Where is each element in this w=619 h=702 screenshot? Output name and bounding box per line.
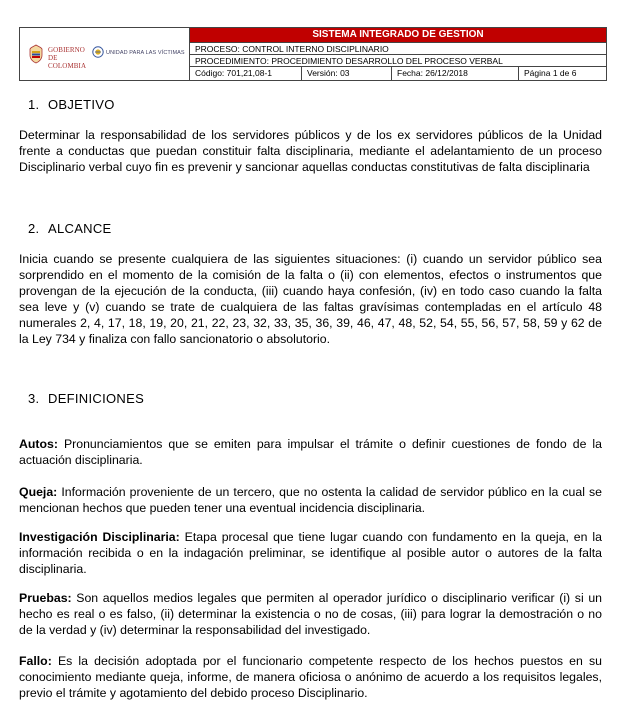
fecha-cell: Fecha: 26/12/2018 [392, 67, 519, 80]
logo-gov-line2: DE COLOMBIA [48, 54, 87, 70]
section-number: 3. [28, 391, 40, 406]
meta-row [190, 67, 606, 80]
version-cell: Versión: 03 [302, 67, 392, 80]
definition-text: Son aquellos medios legales que permiten al operador jurídico o disciplinario verificar (i) si un hecho es real o es falso, (ii) determinar la existencia o no de cosas, (iii) para lograr la demostración o no de la verdad y (iv) determinar la responsabilidad del investigado. [19, 591, 602, 637]
section-number: 2. [28, 221, 40, 236]
system-title: SISTEMA INTEGRADO DE GESTION [190, 28, 606, 43]
unidad-victimas-logo [92, 43, 188, 65]
definition-term: Fallo: [19, 654, 52, 668]
header-info [190, 28, 606, 80]
coat-of-arms-icon [28, 44, 44, 64]
section-heading-objetivo [28, 97, 115, 112]
unidad-seal-icon [92, 46, 104, 58]
proceso-row: PROCESO: CONTROL INTERNO DISCIPLINARIO [190, 43, 606, 55]
definition-term: Autos: [19, 437, 58, 451]
header-logos [20, 28, 190, 80]
definition-term: Queja: [19, 485, 58, 499]
definition-text: Pronunciamientos que se emiten para impulsar el trámite o definir cuestiones de fondo de la actuación disciplinaria. [19, 437, 602, 467]
gobierno-logo [28, 43, 90, 70]
definition-text: Información proveniente de un tercero, que no ostenta la calidad de servidor público en la cual se mencionan hechos que pueden tener una eventual incidencia disciplinaria. [19, 485, 602, 515]
document-header [19, 27, 607, 81]
definition-pruebas [19, 591, 602, 639]
pagina-cell: Página 1 de 6 [524, 68, 577, 78]
definition-term: Investigación Disciplinaria: [19, 530, 180, 544]
procedimiento-row: PROCEDIMIENTO: PROCEDIMIENTO DESARROLLO DEL PROCESO VERBAL [190, 55, 606, 67]
definition-fallo [19, 654, 602, 702]
section-heading-definiciones [28, 391, 144, 406]
definition-investigacion [19, 530, 602, 578]
logo-gov-line1: GOBIERNO [48, 46, 85, 54]
gobierno-logo-text [48, 46, 90, 70]
alcance-paragraph: Inicia cuando se presente cualquiera de las siguientes situaciones: (i) cuando un servidor público sea sorprendido en el momento de la comisión de la falta o (ii) con elementos, efectos o instrumentos que provengan de la ejecución de la conducta, (iii) cuando haya confesión, (iv) en todo caso cuando la falta sea leve y (v) cuando se trate de cualquiera de las faltas gravísimas contempladas en el artículo 48 numerales 2, 4, 17, 18, 19, 20, 21, 22, 23, 32, 33, 35, 36, 39, 46, 47, 48, 52, 54, 55, 56, 57, 58, 59 y 62 de la Ley 734 y finaliza con fallo sancionatorio o absolutorio. [19, 252, 602, 346]
section-number: 1. [28, 97, 40, 112]
section-heading-alcance [28, 221, 112, 236]
definition-autos [19, 437, 602, 469]
section-title: ALCANCE [48, 221, 112, 236]
codigo-cell: Código: 701,21,08-1 [190, 67, 302, 80]
logo-unit-text: UNIDAD PARA LAS VÍCTIMAS [106, 50, 185, 56]
definition-queja [19, 485, 602, 517]
definition-term: Pruebas: [19, 591, 72, 605]
section-title: OBJETIVO [48, 97, 115, 112]
objetivo-paragraph: Determinar la responsabilidad de los servidores públicos y de los ex servidores públicos de la Unidad frente a conductas que puedan constituir falta disciplinaria, mediante el adelantamiento de un proceso Disciplinario verbal cuyo fin es prevenir y sancionar aquellas conductas constitutivas de falta disciplinaria [19, 128, 602, 174]
definition-text: Etapa procesal que tiene lugar cuando con fundamento en la queja, en la información recibida o en la indagación preliminar, se identifique al posible autor o autores de la falta disciplinaria. [19, 530, 602, 576]
definition-text: Es la decisión adoptada por el funcionario competente respecto de los hechos puestos en su conocimiento mediante queja, informe, de manera oficiosa o anónimo de acuerdo a los requisitos legales, previo el trámite y agotamiento del debido proceso Disciplinario. [19, 654, 602, 700]
section-title: DEFINICIONES [48, 391, 145, 406]
